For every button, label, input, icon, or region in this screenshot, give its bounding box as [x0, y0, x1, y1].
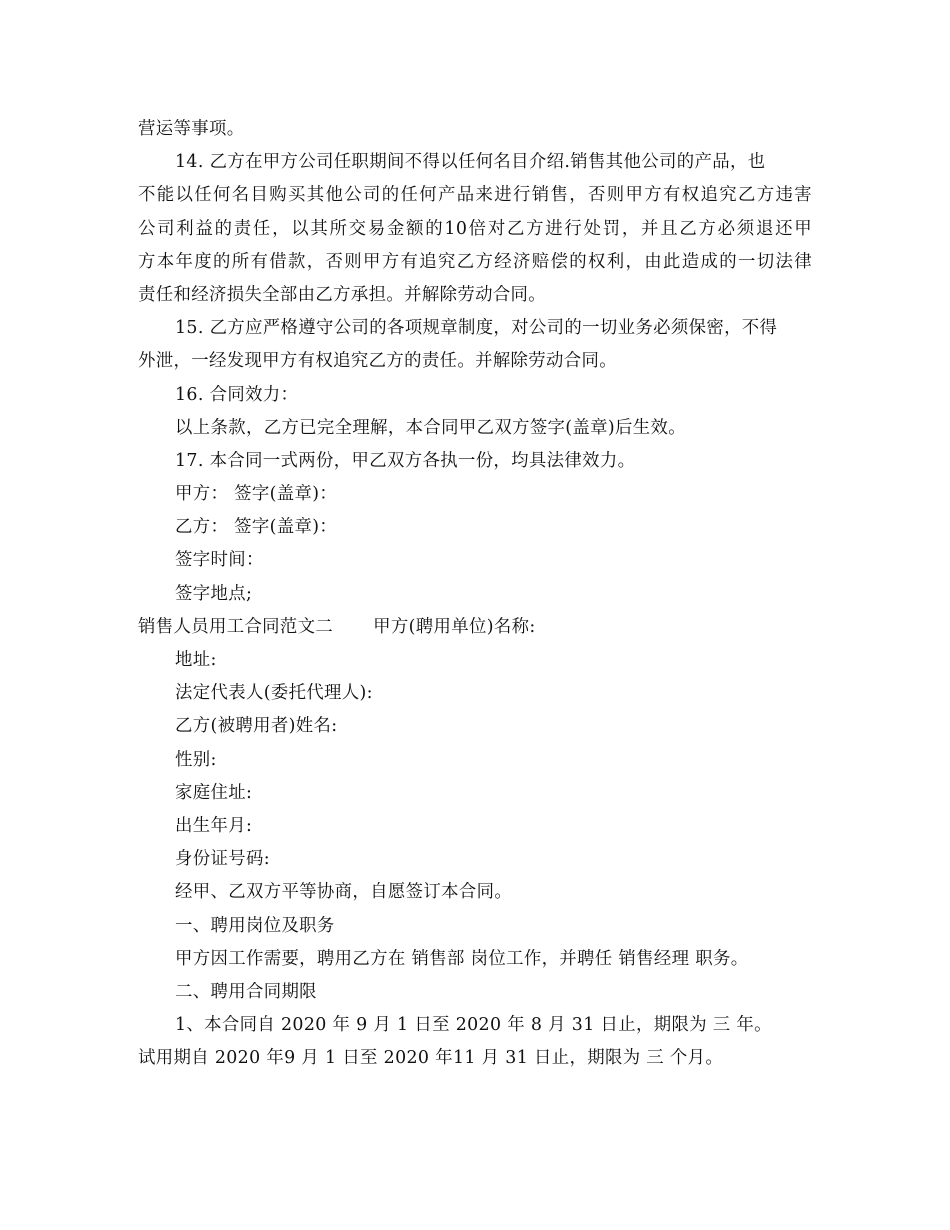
text-line: 以上条款，乙方已完全理解，本合同甲乙双方签字(盖章)后生效。	[175, 417, 687, 438]
birth-date-label: 出生年月:	[175, 815, 253, 836]
text-line: 营运等事项。	[138, 119, 245, 139]
section-heading-position: 一、聘用岗位及职务	[175, 915, 335, 936]
term-clause: 1、本合同自 2020 年 9 月 1 日至 2020 年 8 月 31 日止，期限为 三 年。	[175, 1015, 772, 1036]
party-b-name-label: 乙方(被聘用者)姓名:	[175, 716, 338, 737]
agreement-statement: 经甲、乙双方平等协商，自愿签订本合同。	[175, 882, 513, 903]
text-line: 公司利益的责任，以其所交易金额的10倍对乙方进行处罚，并且乙方必须退还甲	[138, 218, 812, 239]
clause-15-line: 15. 乙方应严格遵守公司的各项规章制度，对公司的一切业务必须保密，不得	[175, 318, 778, 339]
legal-representative-label: 法定代表人(委托代理人):	[175, 683, 373, 704]
id-number-label: 身份证号码:	[175, 849, 270, 870]
contract-title: 销售人员用工合同范文二	[138, 616, 334, 637]
gender-label: 性别:	[175, 749, 217, 770]
text-line: 责任和经济损失全部由乙方承担。并解除劳动合同。	[138, 284, 547, 305]
party-a-name-label: 甲方(聘用单位)名称:	[373, 616, 536, 637]
section-heading-term: 二、聘用合同期限	[175, 981, 317, 1002]
contract-title-line	[138, 611, 812, 644]
signature-date-line: 签字时间：	[175, 550, 264, 571]
address-label: 地址:	[175, 650, 217, 670]
text-line: 方本年度的所有借款，否则甲方有追究乙方经济赔偿的权利，由此造成的一切法律	[138, 251, 812, 272]
home-address-label: 家庭住址:	[175, 782, 253, 803]
position-clause: 甲方因工作需要，聘用乙方在 销售部 岗位工作，并聘任 销售经理 职务。	[175, 948, 749, 969]
signature-place-line: 签字地点;	[175, 583, 253, 604]
clause-16-line: 16. 合同效力：	[175, 384, 299, 405]
text-line: 外泄，一经发现甲方有权追究乙方的责任。并解除劳动合同。	[138, 351, 617, 372]
clause-17-line: 17. 本合同一式两份，甲乙双方各执一份，均具法律效力。	[175, 450, 636, 471]
clause-14-line: 14. 乙方在甲方公司任职期间不得以任何名目介绍.销售其他公司的产品，也	[175, 152, 766, 173]
text-line: 不能以任何名目购买其他公司的任何产品来进行销售，否则甲方有权追究乙方违害	[138, 185, 812, 206]
party-b-signature-line: 乙方： 签字(盖章)：	[175, 517, 338, 538]
party-a-signature-line: 甲方： 签字(盖章)：	[175, 484, 338, 505]
probation-clause: 试用期自 2020 年9 月 1 日至 2020 年11 月 31 日止，期限为 三 个月。	[138, 1048, 724, 1069]
